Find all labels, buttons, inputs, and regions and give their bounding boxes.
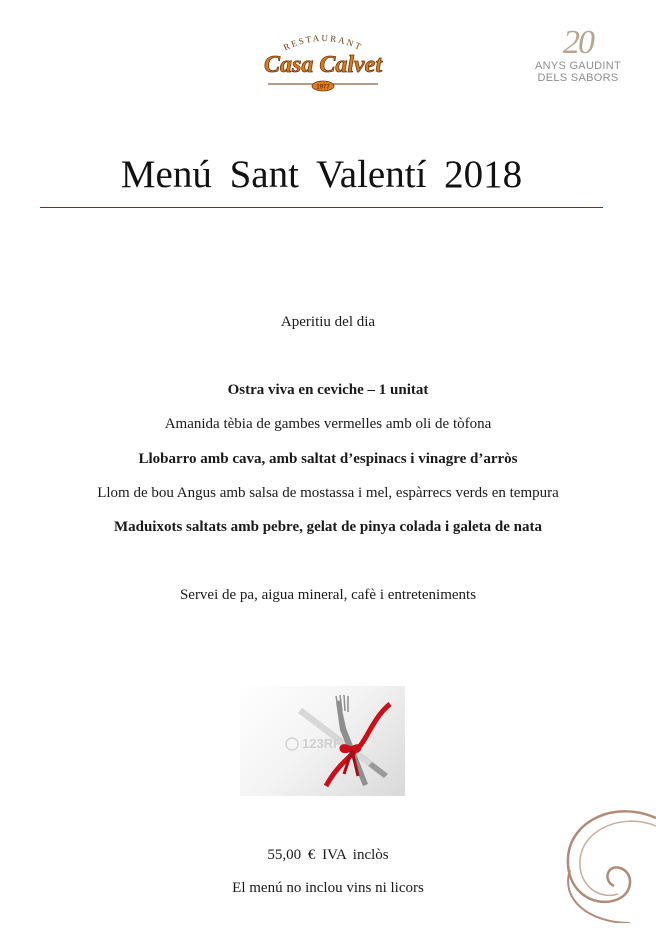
menu-title: Menú Sant Valentí 2018: [120, 153, 523, 196]
dish-5: Maduixots saltats amb pebre, gelat de pinya colada i galeta de nata: [113, 519, 543, 535]
dish-3: Llobarro amb cava, amb saltat d’espinacs i vinagre d’arròs: [138, 451, 518, 467]
logo-badge: 1977: [316, 84, 330, 91]
svg-text:RESTAURANT: [282, 33, 364, 53]
price-line: 55,00 € IVA inclòs: [267, 847, 389, 863]
header: [0, 0, 656, 120]
aperitif-line: Aperitiu del dia: [280, 314, 376, 330]
logo-name: Casa Calvet: [264, 52, 382, 78]
title-divider: [40, 207, 603, 208]
drinks-note: El menú no inclou vins ni licors: [232, 880, 424, 896]
service-line: Servei de pa, aigua mineral, cafè i entreteniments: [179, 587, 477, 603]
cutlery-ribbon-photo: [240, 686, 405, 796]
dish-4: Llom de bou Angus amb salsa de mostassa i mel, espàrrecs verds en tempura: [97, 485, 559, 501]
anniversary-badge: [518, 26, 638, 96]
decorative-swirl: [530, 790, 656, 923]
anniversary-line-2: DELS SABORS: [537, 72, 619, 84]
dish-1: Ostra viva en ceviche – 1 unitat: [227, 382, 429, 398]
dish-2: Amanida tèbia de gambes vermelles amb oli de tòfona: [164, 416, 492, 432]
photo-watermark: 123RF: [302, 736, 342, 751]
anniversary-line-1: ANYS GAUDINT: [534, 60, 622, 72]
logo-top-text: RESTAURANT: [281, 32, 365, 53]
restaurant-logo: [248, 22, 398, 102]
anniversary-number: 20: [563, 24, 593, 61]
